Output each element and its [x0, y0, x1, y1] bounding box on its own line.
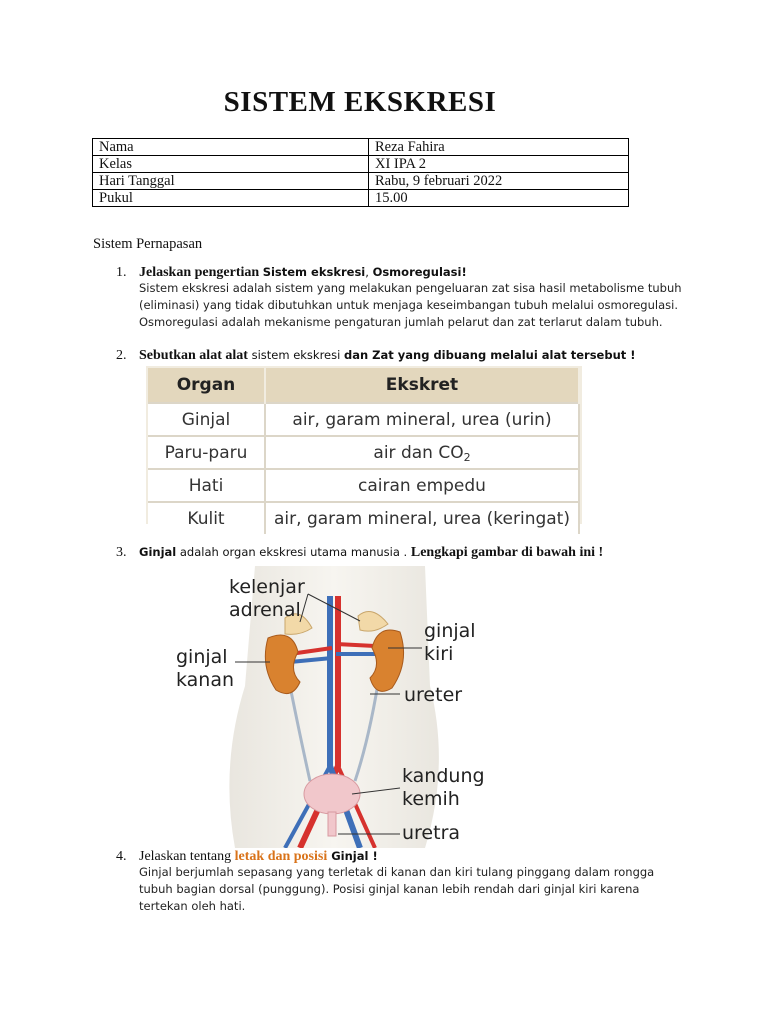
bladder — [304, 774, 360, 814]
organ-cell: Ginjal — [148, 403, 265, 436]
excretion-cell — [265, 436, 579, 469]
question-1 — [139, 265, 467, 281]
answer-line: tertekan oleh hati. — [139, 899, 246, 913]
question-text: Lengkapi gambar di bawah ini ! — [410, 545, 604, 560]
excretion-cell: air, garam mineral, urea (urin) — [265, 403, 579, 436]
question-text: Jelaskan tentang — [139, 849, 235, 864]
info-value: Reza Fahira — [369, 139, 629, 156]
info-value: XI IPA 2 — [369, 156, 629, 173]
info-label: Pukul — [93, 190, 369, 207]
answer-line: (eliminasi) yang tidak dibutuhkan untuk menjaga keseimbangan tubuh melalui osmoregulasi. — [139, 298, 678, 312]
answer-line: Ginjal berjumlah sepasang yang terletak di kanan dan kiri tulang pinggang dalam rongga — [139, 865, 655, 879]
info-value: 15.00 — [369, 190, 629, 207]
question-number: 1. — [116, 265, 127, 280]
question-text: Ginjal ! — [327, 849, 378, 863]
question-text: adalah organ ekskresi utama manusia . — [176, 545, 411, 559]
table-row — [148, 436, 579, 469]
answer-4 — [139, 864, 699, 915]
table-row — [93, 139, 629, 156]
question-number: 2. — [116, 348, 127, 363]
label-ureter: ureter — [404, 684, 463, 706]
label-kandung-kemih: kandung kemih — [402, 765, 485, 810]
question-highlight: letak dan posisi — [234, 849, 328, 864]
column-header: Ekskret — [265, 368, 579, 403]
table-row — [148, 403, 579, 436]
question-text: Jelaskan pengertian — [139, 265, 263, 280]
table-row — [148, 502, 579, 534]
question-text: Sebutkan alat alat — [139, 348, 248, 363]
info-label: Kelas — [93, 156, 369, 173]
organ-excretion-table-image — [146, 366, 582, 529]
answer-line: Osmoregulasi adalah mekanisme pengaturan jumlah pelarut dan zat terlarut dalam tubuh. — [139, 315, 663, 329]
question-term: Ginjal — [139, 545, 177, 559]
table-header-row — [148, 368, 579, 403]
excretion-cell: air, garam mineral, urea (keringat) — [265, 502, 579, 534]
question-number: 3. — [116, 545, 127, 560]
table-row — [148, 469, 579, 502]
question-number: 4. — [116, 849, 127, 864]
page-title: SISTEM EKSKRESI — [223, 86, 497, 118]
info-table — [92, 138, 629, 207]
answer-1 — [139, 280, 699, 331]
section-title: Sistem Pernapasan — [93, 236, 203, 252]
label-kelenjar-adrenal: kelenjar adrenal — [229, 576, 305, 621]
organ-table — [148, 368, 580, 534]
info-label: Nama — [93, 139, 369, 156]
organ-cell: Hati — [148, 469, 265, 502]
label-uretra: uretra — [402, 822, 461, 844]
question-term: Osmoregulasi! — [372, 265, 467, 279]
question-text: dan Zat yang dibuang melalui alat tersebut ! — [343, 348, 636, 362]
question-2 — [139, 348, 636, 364]
excretion-text: air dan CO — [373, 442, 464, 463]
question-3 — [139, 545, 603, 561]
excretion-cell: cairan empedu — [265, 469, 579, 502]
label-ginjal-kanan: ginjal kanan — [176, 646, 235, 691]
info-value: Rabu, 9 februari 2022 — [369, 173, 629, 190]
organ-cell: Paru-paru — [148, 436, 265, 469]
answer-line: Sistem ekskresi adalah sistem yang melakukan pengeluaran zat sisa hasil metabolisme tubuh — [139, 281, 682, 295]
answer-line: tubuh bagian dorsal (punggung). Posisi ginjal kanan lebih rendah dari ginjal kiri karena — [139, 882, 640, 896]
question-text: sistem ekskresi — [247, 348, 344, 362]
question-separator: , — [365, 265, 373, 279]
co2-subscript: 2 — [463, 450, 471, 464]
column-header: Organ — [148, 368, 265, 403]
table-row — [93, 156, 629, 173]
question-4 — [139, 849, 378, 865]
table-row — [93, 190, 629, 207]
label-ginjal-kiri: ginjal kiri — [424, 620, 476, 665]
organ-cell: Kulit — [148, 502, 265, 534]
info-label: Hari Tanggal — [93, 173, 369, 190]
urethra — [328, 812, 336, 836]
question-term: Sistem ekskresi — [262, 265, 366, 279]
table-row — [93, 173, 629, 190]
